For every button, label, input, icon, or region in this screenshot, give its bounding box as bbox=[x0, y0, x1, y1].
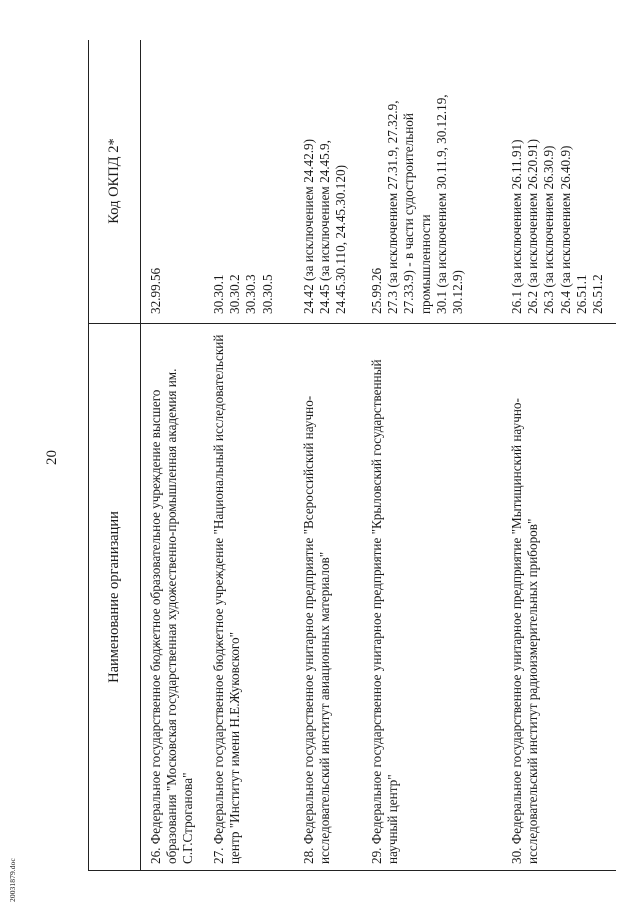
okpd-code-line: 26.51.1 bbox=[573, 274, 589, 314]
table-row bbox=[203, 40, 293, 870]
okpd-code-line: 30.30.3 bbox=[243, 274, 259, 314]
organization-name-cell: 26. Федеральное государственное бюджетное образовательное учреждение высшего образования "Московская государственная художественно-промышленная академия им. С.Г.Строганова" bbox=[148, 368, 196, 864]
okpd-code-line: 24.42 (за исключением 24.42.9) bbox=[301, 138, 316, 314]
okpd-code-line: 24.45.30.110, 24.45.30.120) bbox=[333, 165, 349, 314]
okpd-code-line: 26.2 (за исключением 26.20.91) bbox=[525, 138, 541, 314]
okpd-code-cell bbox=[203, 40, 293, 324]
table-row bbox=[293, 40, 361, 870]
okpd-code-cell bbox=[140, 40, 203, 324]
table-row bbox=[140, 40, 203, 870]
okpd-code-line: 27.3 (за исключением 27.31.9, 27.32.9, bbox=[385, 100, 401, 314]
table-body bbox=[140, 40, 616, 870]
okpd-code-line: 24.45 (за исключением 24.45.9, bbox=[317, 140, 333, 314]
okpd-code-line: 30.30.1 bbox=[211, 274, 226, 314]
table-header-row bbox=[88, 40, 141, 870]
document-file-id: 20031879.doc bbox=[8, 858, 17, 902]
okpd-code-line: 30.1 (за исключением 30.11.9, 30.12.19, bbox=[433, 94, 449, 314]
table-row bbox=[501, 40, 616, 870]
okpd-code-cell bbox=[293, 40, 361, 324]
okpd-code-line: 27.33.9) - в части судостроительной bbox=[401, 113, 417, 314]
okpd-code-line: 26.51.2 bbox=[590, 274, 606, 314]
organizations-table bbox=[88, 40, 616, 871]
okpd-code-cell bbox=[361, 40, 501, 324]
okpd-code-line: промышленности bbox=[417, 214, 433, 314]
okpd-code-line: 26.4 (за исключением 26.40.9) bbox=[557, 145, 573, 314]
organization-name-cell: 27. Федеральное государственное бюджетное учреждение "Национальный исследовательский центр "Институт имени Н.Е.Жуковского" bbox=[211, 334, 243, 864]
okpd-code-line: 25.99.26 bbox=[369, 267, 384, 314]
organization-name-cell: 29. Федеральное государственное унитарное предприятие "Крыловский государственный научный центр" bbox=[369, 359, 401, 864]
okpd-code-cell bbox=[501, 40, 616, 324]
okpd-code-line: 26.1 (за исключением 26.11.91) bbox=[509, 139, 524, 314]
organization-name-cell: 30. Федеральное государственное унитарное предприятие "Мытищинский научно-исследовательский институт радиоизмерительных приборов" bbox=[509, 398, 541, 864]
okpd-code-line: 30.12.9) bbox=[450, 270, 466, 314]
okpd-code-line: 26.3 (за исключением 26.30.9) bbox=[541, 145, 557, 314]
organization-name-cell: 28. Федеральное государственное унитарное предприятие "Всероссийский научно-исследовательский институт авиационных материалов" bbox=[301, 395, 333, 864]
table-row bbox=[361, 40, 501, 870]
page-number: 20 bbox=[44, 450, 60, 465]
header-organization-name: Наименование организации bbox=[105, 511, 122, 683]
okpd-code-line: 30.30.2 bbox=[227, 274, 243, 314]
okpd-code-line: 30.30.5 bbox=[259, 274, 275, 314]
okpd-code-line: 32.99.56 bbox=[148, 267, 163, 314]
header-okpd-code: Код ОКПД 2* bbox=[88, 39, 140, 324]
